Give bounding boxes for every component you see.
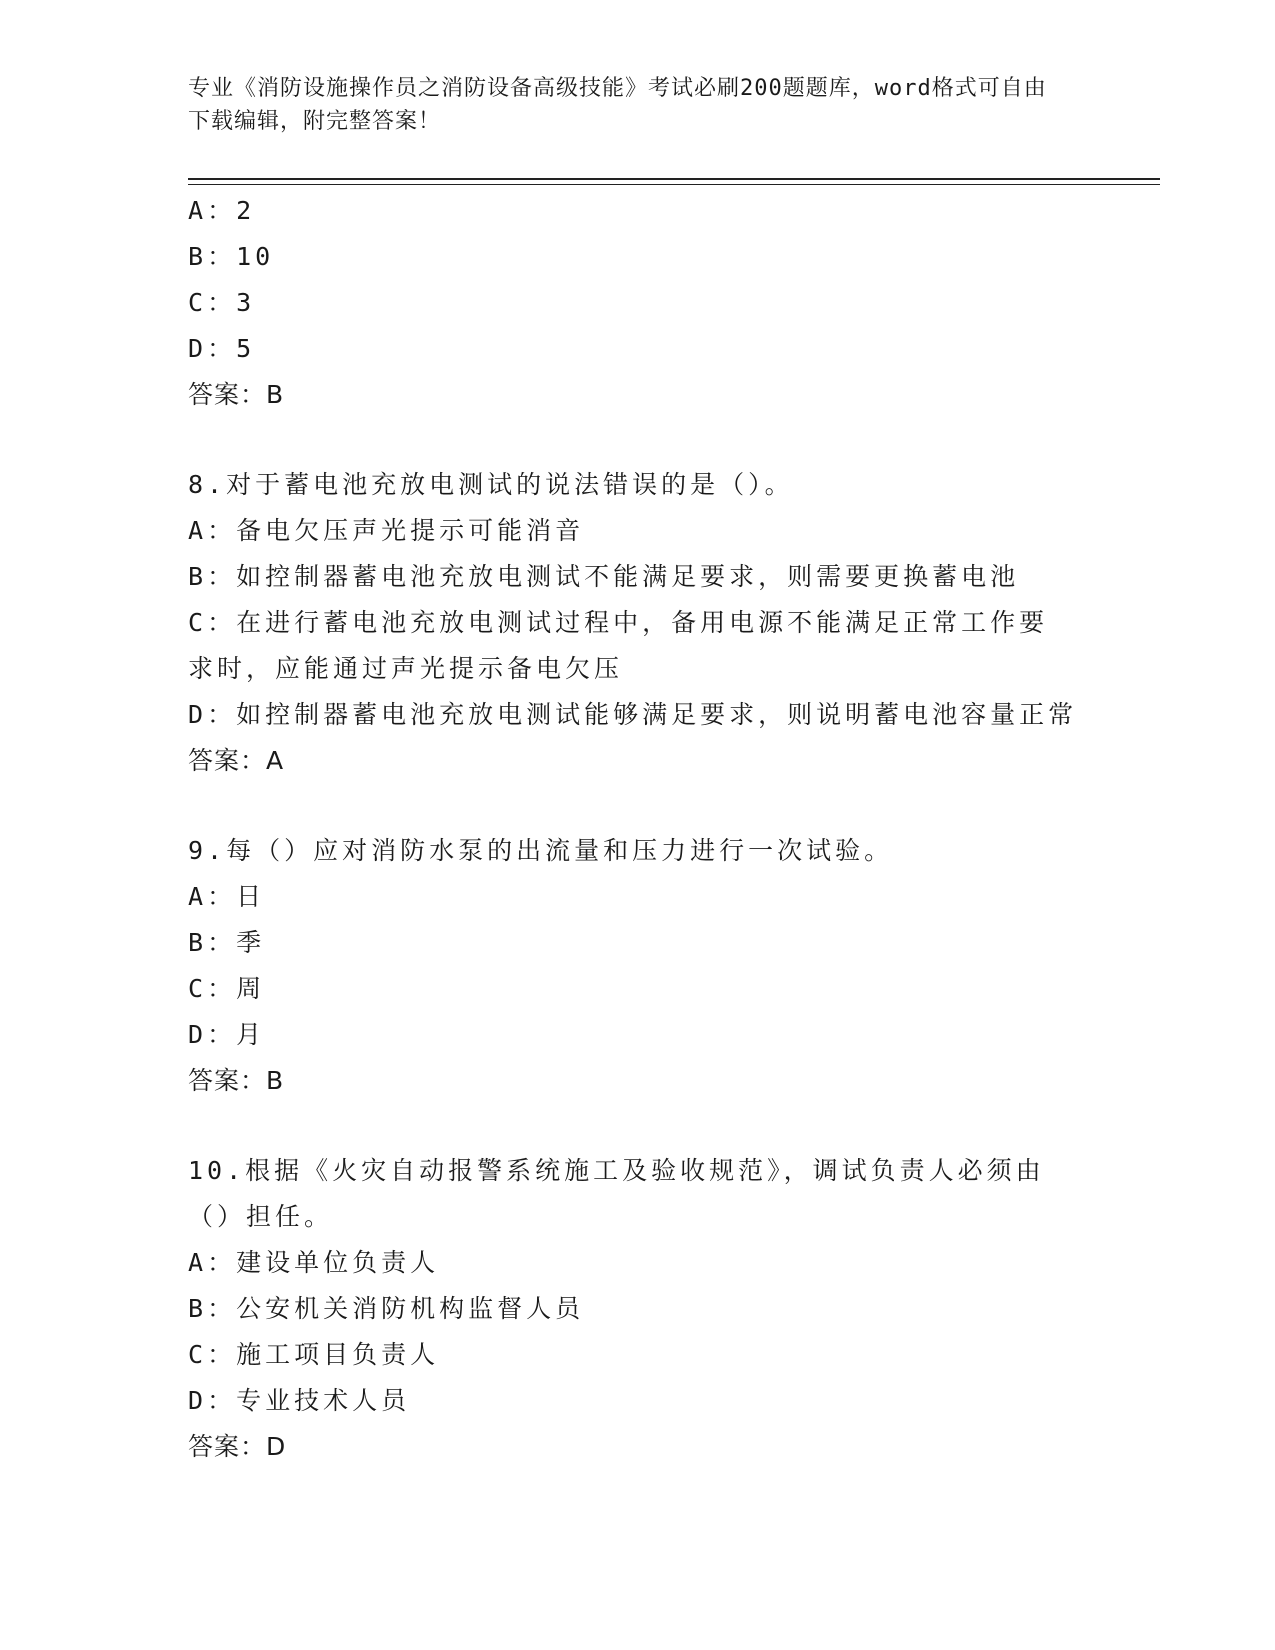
header-divider-thick — [188, 178, 1160, 180]
answer-line: 答案：B — [188, 380, 285, 409]
option-key: C — [188, 974, 208, 1003]
option-key: C — [188, 608, 208, 637]
option-key: D — [188, 1386, 208, 1415]
option-text: 建设单位负责人 — [236, 1248, 440, 1277]
option-text: 2 — [236, 196, 256, 225]
option-d: D：专业技术人员 — [188, 1386, 411, 1415]
option-a: A：备电欠压声光提示可能消音 — [188, 516, 585, 545]
option-key: D — [188, 334, 208, 363]
option-text: 施工项目负责人 — [236, 1340, 440, 1369]
option-key: D — [188, 700, 208, 729]
option-b: B：10 — [188, 242, 275, 271]
option-key: A — [188, 882, 208, 911]
option-text: 3 — [236, 288, 256, 317]
option-text: 10 — [236, 242, 275, 271]
option-key: A — [188, 196, 208, 225]
option-c: C：在进行蓄电池充放电测试过程中，备用电源不能满足正常工作要求时，应能通过声光提示备电欠压 — [188, 608, 1049, 683]
option-key: D — [188, 1020, 208, 1049]
option-d: D：如控制器蓄电池充放电测试能够满足要求，则说明蓄电池容量正常 — [188, 700, 1078, 729]
answer-line: 答案：B — [188, 1066, 285, 1095]
question-stem: 8.对于蓄电池充放电测试的说法错误的是（）。 — [188, 470, 794, 499]
option-a: A：2 — [188, 196, 256, 225]
option-key: A — [188, 516, 208, 545]
option-d: D：5 — [188, 334, 256, 363]
option-key: A — [188, 1248, 208, 1277]
question-8 — [188, 462, 1088, 784]
question-10 — [188, 1148, 1088, 1470]
option-c: C：施工项目负责人 — [188, 1340, 440, 1369]
option-text: 如控制器蓄电池充放电测试能够满足要求，则说明蓄电池容量正常 — [236, 700, 1078, 729]
question-stem: 9.每（）应对消防水泵的出流量和压力进行一次试验。 — [188, 836, 894, 865]
option-d: D：月 — [188, 1020, 266, 1049]
option-key: B — [188, 928, 208, 957]
option-text: 公安机关消防机构监督人员 — [236, 1294, 585, 1323]
option-b: B：公安机关消防机构监督人员 — [188, 1294, 585, 1323]
option-text: 5 — [236, 334, 256, 363]
option-b: B：如控制器蓄电池充放电测试不能满足要求，则需要更换蓄电池 — [188, 562, 1020, 591]
question-9 — [188, 828, 1088, 1104]
option-key: C — [188, 1340, 208, 1369]
question-fragment — [188, 188, 1088, 418]
answer-line: 答案：A — [188, 746, 285, 775]
option-text: 在进行蓄电池充放电测试过程中，备用电源不能满足正常工作要求时，应能通过声光提示备电欠压 — [188, 608, 1049, 683]
option-a: A：建设单位负责人 — [188, 1248, 440, 1277]
option-text: 备电欠压声光提示可能消音 — [236, 516, 585, 545]
option-key: C — [188, 288, 208, 317]
option-c: C：周 — [188, 974, 266, 1003]
option-text: 专业技术人员 — [236, 1386, 411, 1415]
option-key: B — [188, 242, 208, 271]
option-text: 日 — [236, 882, 266, 911]
answer-line: 答案：D — [188, 1432, 287, 1461]
option-c: C：3 — [188, 288, 256, 317]
document-header: 专业《消防设施操作员之消防设备高级技能》考试必刷200题题库，word格式可自由下载编辑，附完整答案！ — [188, 76, 1047, 134]
option-text: 如控制器蓄电池充放电测试不能满足要求，则需要更换蓄电池 — [236, 562, 1020, 591]
header-divider-thin — [188, 184, 1160, 185]
option-text: 周 — [236, 974, 266, 1003]
question-stem: 10.根据《火灾自动报警系统施工及验收规范》，调试负责人必须由（）担任。 — [188, 1156, 1045, 1231]
option-key: B — [188, 562, 208, 591]
option-text: 季 — [236, 928, 266, 957]
option-a: A：日 — [188, 882, 266, 911]
option-text: 月 — [236, 1020, 266, 1049]
option-key: B — [188, 1294, 208, 1323]
option-b: B：季 — [188, 928, 266, 957]
question-content — [188, 188, 1088, 1470]
